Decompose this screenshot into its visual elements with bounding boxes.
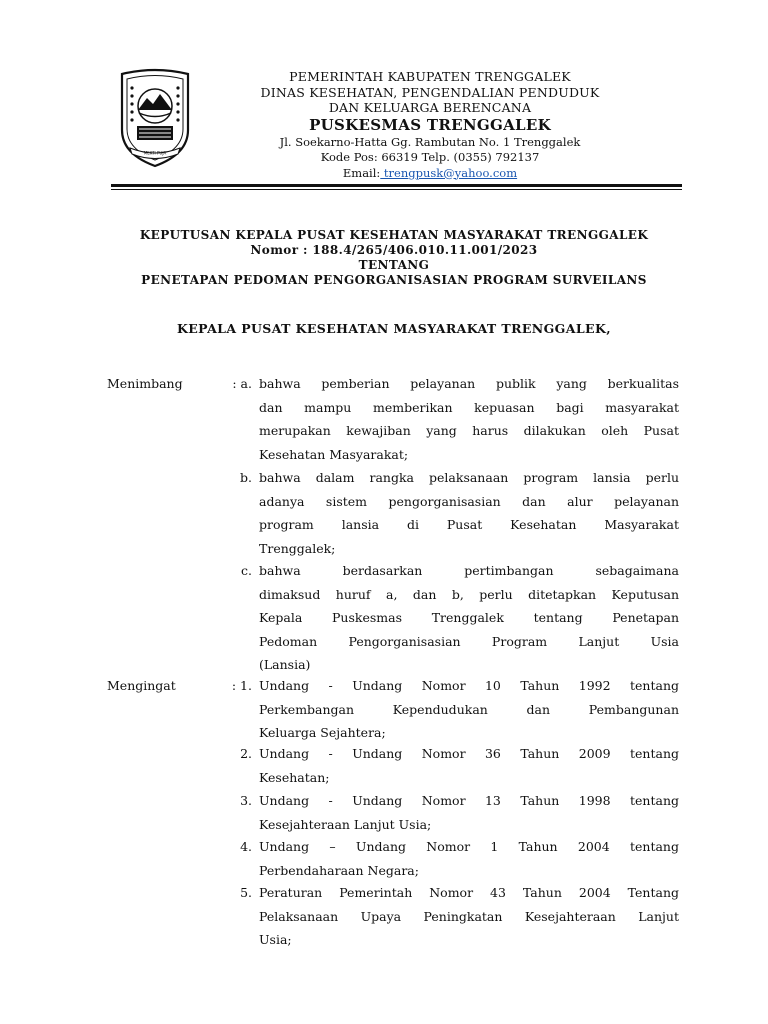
decree-title: KEPUTUSAN KEPALA PUSAT KESEHATAN MASYARAKAT TRENGGALEK bbox=[139, 228, 649, 242]
letterhead-rule-thin bbox=[111, 189, 682, 190]
decree-subject: PENETAPAN PEDOMAN PENGORGANISASIAN PROGRAM SURVEILANS bbox=[141, 273, 647, 287]
email-line bbox=[210, 166, 650, 182]
decree-about: TENTANG bbox=[358, 258, 430, 272]
menimbang-label: Menimbang bbox=[107, 376, 183, 391]
menimbang-item-b bbox=[259, 466, 679, 560]
mengingat-item-2 bbox=[259, 742, 679, 789]
item-line: Kesehatan; bbox=[259, 769, 330, 785]
item-line: Keluarga Sejahtera; bbox=[259, 725, 386, 740]
letterhead-line-3: DAN KELUARGA BERENCANA bbox=[328, 100, 532, 115]
official-title: KEPALA PUSAT KESEHATAN MASYARAKAT TRENGGALEK, bbox=[176, 321, 611, 336]
mengingat-label: Mengingat bbox=[107, 678, 176, 693]
mengingat-item-1 bbox=[259, 674, 679, 745]
mengingat-marker-4: 4. bbox=[240, 839, 252, 854]
letterhead-line-1: PEMERINTAH KABUPATEN TRENGGALEK bbox=[289, 69, 571, 84]
mengingat-marker-1: : 1. bbox=[231, 678, 252, 693]
mengingat-item-3 bbox=[259, 789, 679, 836]
item-line: adanya sistem pengorganisasian dan alur pelayanan bbox=[259, 493, 679, 509]
item-line: Undang - Undang Nomor 36 Tahun 2009 tentang bbox=[259, 746, 679, 761]
logo-motto: MEKTI PUJA bbox=[143, 150, 167, 156]
menimbang-marker-a: : a. bbox=[232, 376, 252, 391]
item-line: bahwa berdasarkan pertimbangan sebagaimana bbox=[259, 563, 679, 578]
item-line: Usia; bbox=[259, 932, 292, 947]
item-line: Pedoman Pengorganisasian Program Lanjut Usia bbox=[259, 633, 679, 649]
menimbang-item-c bbox=[259, 559, 679, 677]
regency-emblem-logo bbox=[116, 68, 194, 168]
address-line: Jl. Soekarno-Hatta Gg. Rambutan No. 1 Trenggalek bbox=[279, 134, 581, 149]
menimbang-item-a bbox=[259, 372, 679, 466]
letterhead bbox=[210, 69, 650, 181]
item-line: (Lansia) bbox=[259, 657, 311, 672]
institution-name: PUSKESMAS TRENGGALEK bbox=[309, 115, 551, 134]
item-line: merupakan kewajiban yang harus dilakukan oleh Pusat bbox=[259, 423, 679, 438]
letterhead-line-2: DINAS KESEHATAN, PENGENDALIAN PENDUDUK bbox=[260, 84, 600, 100]
item-line: dimaksud huruf a, dan b, perlu ditetapkan Keputusan bbox=[259, 586, 679, 602]
menimbang-marker-b: b. bbox=[240, 470, 252, 485]
item-line: Undang - Undang Nomor 10 Tahun 1992 tentang bbox=[259, 678, 679, 693]
item-line: Undang – Undang Nomor 1 Tahun 2004 tentang bbox=[259, 839, 679, 854]
item-line: Kesehatan Masyarakat; bbox=[259, 446, 409, 462]
mengingat-marker-5: 5. bbox=[240, 885, 252, 900]
mengingat-item-4 bbox=[259, 835, 679, 882]
mengingat-marker-3: 3. bbox=[240, 793, 252, 808]
item-line: bahwa pemberian pelayanan publik yang berkualitas bbox=[259, 376, 679, 391]
menimbang-marker-c: c. bbox=[241, 563, 252, 578]
email-label: Email: bbox=[342, 165, 381, 180]
item-line: Pelaksanaan Upaya Peningkatan Kesejahteraan Lanjut bbox=[259, 908, 679, 924]
item-line: Perbendaharaan Negara; bbox=[259, 862, 419, 878]
item-line: Perkembangan Kependudukan dan Pembangunan bbox=[259, 701, 679, 717]
item-line: Peraturan Pemerintah Nomor 43 Tahun 2004 Tentang bbox=[259, 885, 679, 900]
mengingat-marker-2: 2. bbox=[240, 746, 252, 761]
mengingat-item-5 bbox=[259, 881, 679, 952]
item-line: program lansia di Pusat Kesehatan Masyarakat bbox=[259, 517, 679, 532]
contact-line: Kode Pos: 66319 Telp. (0355) 792137 bbox=[320, 150, 540, 164]
decree-number: Nomor : 188.4/265/406.010.11.001/2023 bbox=[250, 243, 538, 257]
letterhead-rule-thick bbox=[111, 184, 682, 187]
item-line: dan mampu memberikan kepuasan bagi masyarakat bbox=[259, 399, 679, 415]
item-line: Kesejahteraan Lanjut Usia; bbox=[259, 816, 432, 832]
item-line: Undang - Undang Nomor 13 Tahun 1998 tentang bbox=[259, 793, 679, 808]
item-line: Kepala Puskesmas Trenggalek tentang Penetapan bbox=[259, 610, 679, 625]
email-link[interactable]: trengpusk@yahoo.com bbox=[380, 165, 518, 180]
decree-heading bbox=[96, 228, 692, 288]
item-line: bahwa dalam rangka pelaksanaan program lansia perlu bbox=[259, 470, 679, 485]
item-line: Trenggalek; bbox=[259, 540, 336, 556]
